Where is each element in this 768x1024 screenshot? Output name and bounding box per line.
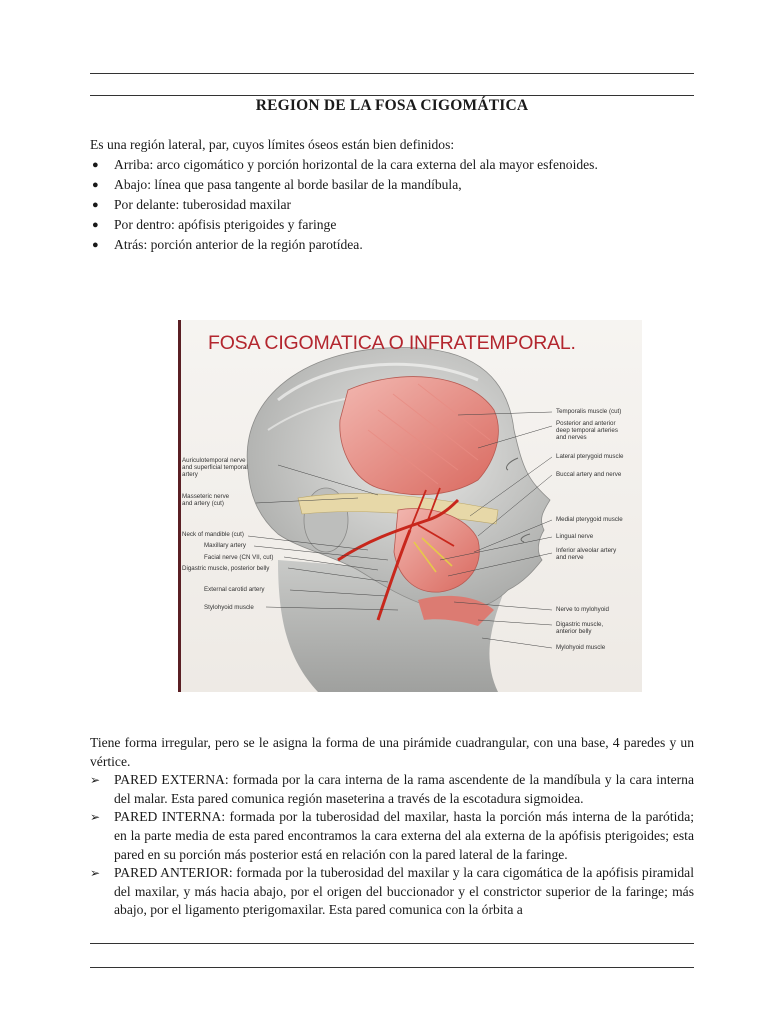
list-item: ➢ PARED ANTERIOR: formada por la tuberosidad del maxilar y la cara cigomática de la apófisis piramidal del maxilar, y más hacia abajo, por el origen del buccionador y el constrictor superior de la faringe; más abajo, por el ligamento pterigomaxilar. Esta pared comunica con la órbita a (90, 865, 694, 918)
arrow-bullet-icon: ➢ (90, 866, 101, 881)
figure-label: Lateral pterygoid muscle (556, 453, 624, 460)
figure-label: Mylohyoid muscle (556, 644, 606, 651)
intro-lead: Es una región lateral, par, cuyos límites óseos están bien definidos: (90, 137, 455, 152)
list-item: ➢ PARED INTERNA: formada por la tuberosidad del maxilar, hasta la porción más interna de la parótida; en la parte media de esta pared encontramos la cara externa del ala externa de la apófisis pterigoides; esta pared en su porción más posterior está en relación con la pared lateral de la faringe. (90, 809, 694, 862)
walls-lead: Tiene forma irregular, pero se le asigna la forma de una pirámide cuadrangular, con una base, 4 paredes y un vértice. (90, 735, 694, 769)
figure-label: anterior belly (556, 628, 592, 635)
figure-label: Stylohyoid muscle (204, 604, 254, 611)
figure-label: Auriculotemporal nerve (182, 457, 246, 464)
figure-label: Nerve to mylohyoid (556, 606, 609, 613)
figure-label: artery (182, 471, 198, 478)
anatomy-figure (178, 320, 642, 692)
limits-list (90, 155, 694, 255)
figure-label: Temporalis muscle (cut) (556, 408, 622, 415)
bullet-icon: ● (92, 179, 99, 191)
figure-label: and nerves (556, 434, 587, 441)
walls-list (90, 771, 694, 920)
figure-label: and superficial temporal (182, 464, 248, 471)
bullet-icon: ● (92, 239, 99, 251)
bottom-rule-2 (90, 967, 694, 968)
top-rule-1 (90, 73, 694, 74)
arrow-bullet-icon: ➢ (90, 773, 101, 788)
head-illustration (178, 320, 642, 692)
figure-label: deep temporal arteries (556, 427, 618, 434)
figure-label: Inferior alveolar artery (556, 547, 617, 554)
list-item: ● Por dentro: apófisis pterigoides y faringe (90, 215, 694, 235)
bullet-icon: ● (92, 159, 99, 171)
list-item: ➢ PARED EXTERNA: formada por la cara interna de la rama ascendente de la mandíbula y la cara interna del malar. Esta pared comunica región maseterina a través de la escotadura sigmoidea. (90, 772, 694, 806)
figure-label: Masseteric nerve (182, 493, 230, 500)
figure-label: Buccal artery and nerve (556, 471, 622, 478)
figure-label: Posterior and anterior (556, 420, 616, 427)
walls-section (90, 734, 694, 920)
figure-label: Digastric muscle, (556, 621, 604, 628)
top-rule-2 (90, 95, 694, 96)
list-item: ● Por delante: tuberosidad maxilar (90, 195, 694, 215)
figure-edge (178, 320, 181, 692)
page-title: REGION DE LA FOSA CIGOMÁTICA (255, 97, 529, 114)
figure-label: Maxillary artery (204, 542, 246, 549)
figure-label: and artery (cut) (182, 500, 224, 507)
list-item: ● Abajo: línea que pasa tangente al borde basilar de la mandíbula, (90, 175, 694, 195)
figure-label: Digastric muscle, posterior belly (182, 565, 270, 572)
figure-label: Lingual nerve (556, 533, 594, 540)
figure-label: Facial nerve (CN VII, cut) (204, 554, 274, 561)
intro-section (90, 135, 694, 255)
arrow-bullet-icon: ➢ (90, 810, 101, 825)
list-item: ● Atrás: porción anterior de la región parotídea. (90, 235, 694, 255)
figure-label: and nerve (556, 554, 584, 561)
figure-label: External carotid artery (204, 586, 265, 593)
bullet-icon: ● (92, 219, 99, 231)
bullet-icon: ● (92, 199, 99, 211)
figure-label: Neck of mandible (cut) (182, 531, 244, 538)
bottom-rule-1 (90, 943, 694, 944)
figure-label: Medial pterygoid muscle (556, 516, 623, 523)
list-item: ● Arriba: arco cigomático y porción horizontal de la cara externa del ala mayor esfenoides. (90, 155, 694, 175)
figure-title: FOSA CIGOMATICA O INFRATEMPORAL. (208, 332, 576, 354)
